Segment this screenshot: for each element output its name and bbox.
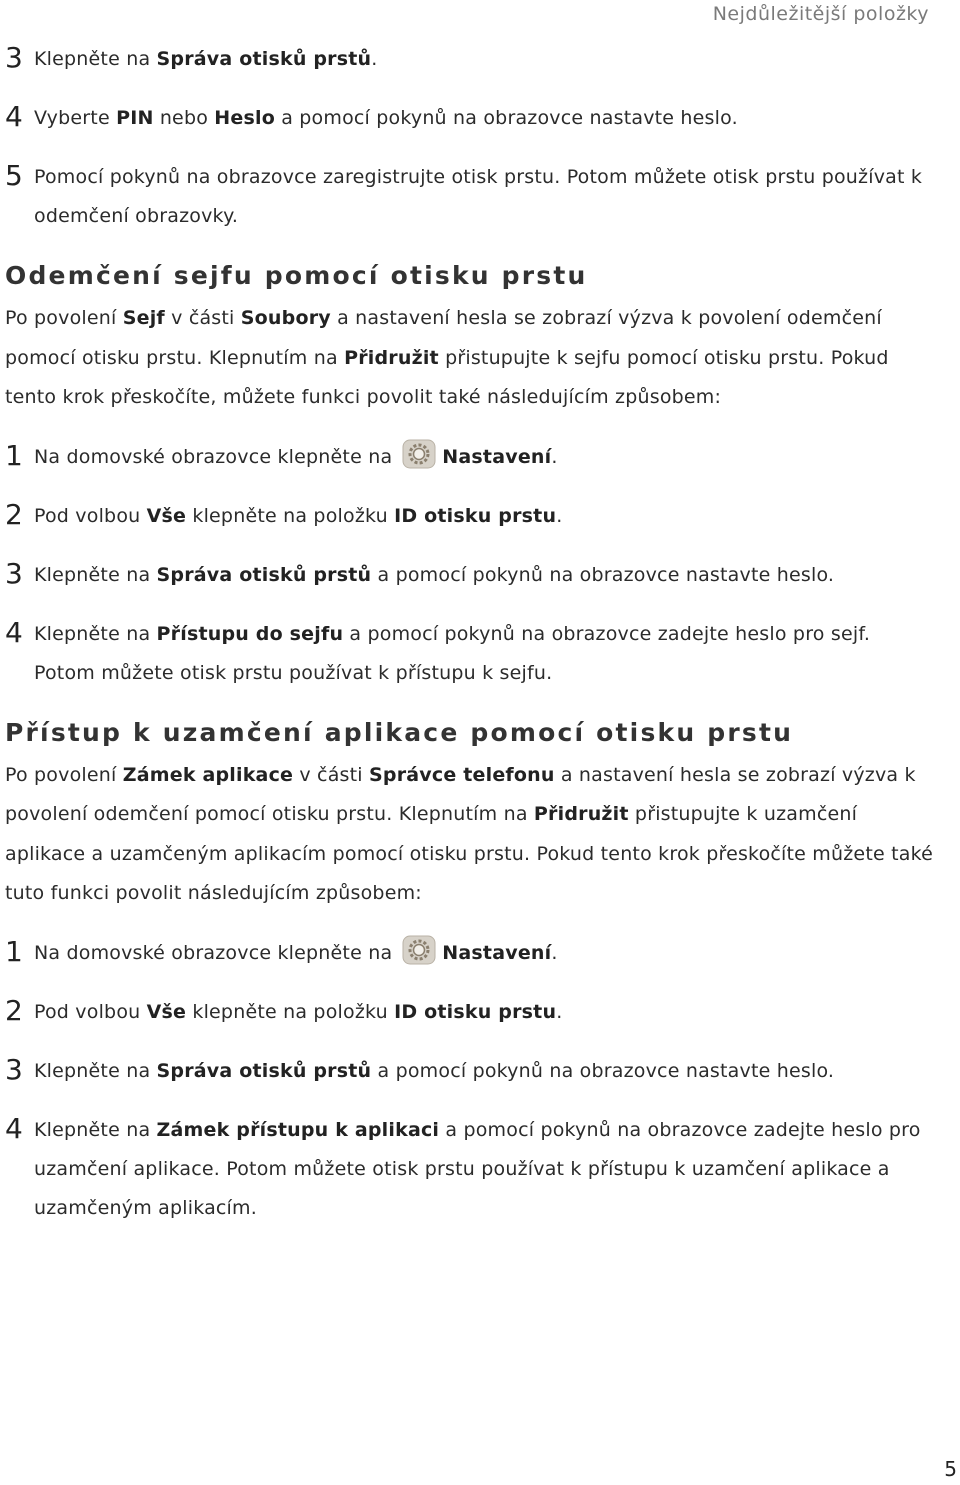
ui-term: ID otisku prstu [394,1000,557,1023]
ui-term: Správa otisků prstů [156,48,372,70]
running-header: Nejdůležitější položky [712,3,929,25]
step-number: 1 [5,438,24,472]
step-number: 5 [5,159,24,192]
ui-term: Nastavení [442,941,552,964]
step-item: 4 Klepněte na Přístupu do sejfu a pomocí pokynů na obrazovce zadejte heslo pro sejf. Potom můžete otisk prstu používat k přístupu k sejfu. [5,615,935,693]
step-number: 4 [5,100,24,133]
settings-gear-icon [402,439,436,469]
ui-term: Správa otisků prstů [156,563,372,586]
step-item: 3 Klepněte na Správa otisků prstů a pomocí pokynů na obrazovce nastavte heslo. [5,556,935,595]
page-number: 5 [944,1457,957,1481]
page-content [5,40,935,1248]
step-item: 2 Pod volbou Vše klepněte na položku ID otisku prstu. [5,993,935,1032]
step-number: 3 [5,41,24,74]
step-number: 3 [5,556,24,590]
step-item: 2 Pod volbou Vše klepněte na položku ID otisku prstu. [5,497,935,536]
section-heading: Přístup k uzamčení aplikace pomocí otisku prstu [5,717,794,747]
step-item: 3 Klepněte na Správa otisků prstů a pomocí pokynů na obrazovce nastavte heslo. [5,1052,935,1091]
step-item: 5 Pomocí pokynů na obrazovce zaregistrujte otisk prstu. Potom můžete otisk prstu používat k odemčení obrazovky. [5,158,935,236]
section-intro: Po povolení Sejf v části Soubory a nastavení hesla se zobrazí výzva k povolení odemčení pomocí otisku prstu. Klepnutím na Přidružit přistupujte k sejfu pomocí otisku prstu. Pokud tento krok přeskočíte, můžete funkci povolit také následujícím způsobem: [5,307,889,408]
section-heading: Odemčení sejfu pomocí otisku prstu [5,261,588,290]
ui-term: Zámek přístupu k aplikaci [156,1118,440,1141]
ui-term: PIN [116,107,154,129]
step-number: 2 [5,993,24,1027]
section-intro: Po povolení Zámek aplikace v části Správce telefonu a nastavení hesla se zobrazí výzva k povolení odemčení pomocí otisku prstu. Klepnutím na Přidružit přistupujte k uzamčení aplikace a uzamčeným aplikacím pomocí otisku prstu. Pokud tento krok přeskočíte můžete také tuto funkci povolit následujícím způsobem: [5,763,934,904]
step-number: 4 [5,615,24,649]
step-number: 1 [5,934,24,968]
step-item: 4 Vyberte PIN nebo Heslo a pomocí pokynů na obrazovce nastavte heslo. [5,99,935,138]
ui-term: Vše [146,1000,187,1023]
step-item: 1 Na domovské obrazovce klepněte na Nastavení. [5,438,935,477]
step-number: 2 [5,497,24,531]
ui-term: Vše [146,504,187,527]
ui-term: ID otisku prstu [394,504,557,527]
ui-term: Heslo [214,107,275,129]
ui-term: Přístupu do sejfu [156,622,344,645]
step-item: 4 Klepněte na Zámek přístupu k aplikaci a pomocí pokynů na obrazovce zadejte heslo pro uzamčení aplikace. Potom můžete otisk prstu používat k přístupu k uzamčení aplikace a uzamčeným aplikacím. [5,1111,935,1228]
step-number: 3 [5,1052,24,1086]
ui-term: Správa otisků prstů [156,1059,372,1082]
settings-gear-icon [402,935,436,965]
step-number: 4 [5,1111,24,1145]
ui-term: Nastavení [442,445,552,468]
step-item: 3 Klepněte na Správa otisků prstů. [5,40,935,79]
step-item: 1 Na domovské obrazovce klepněte na Nastavení. [5,934,935,973]
